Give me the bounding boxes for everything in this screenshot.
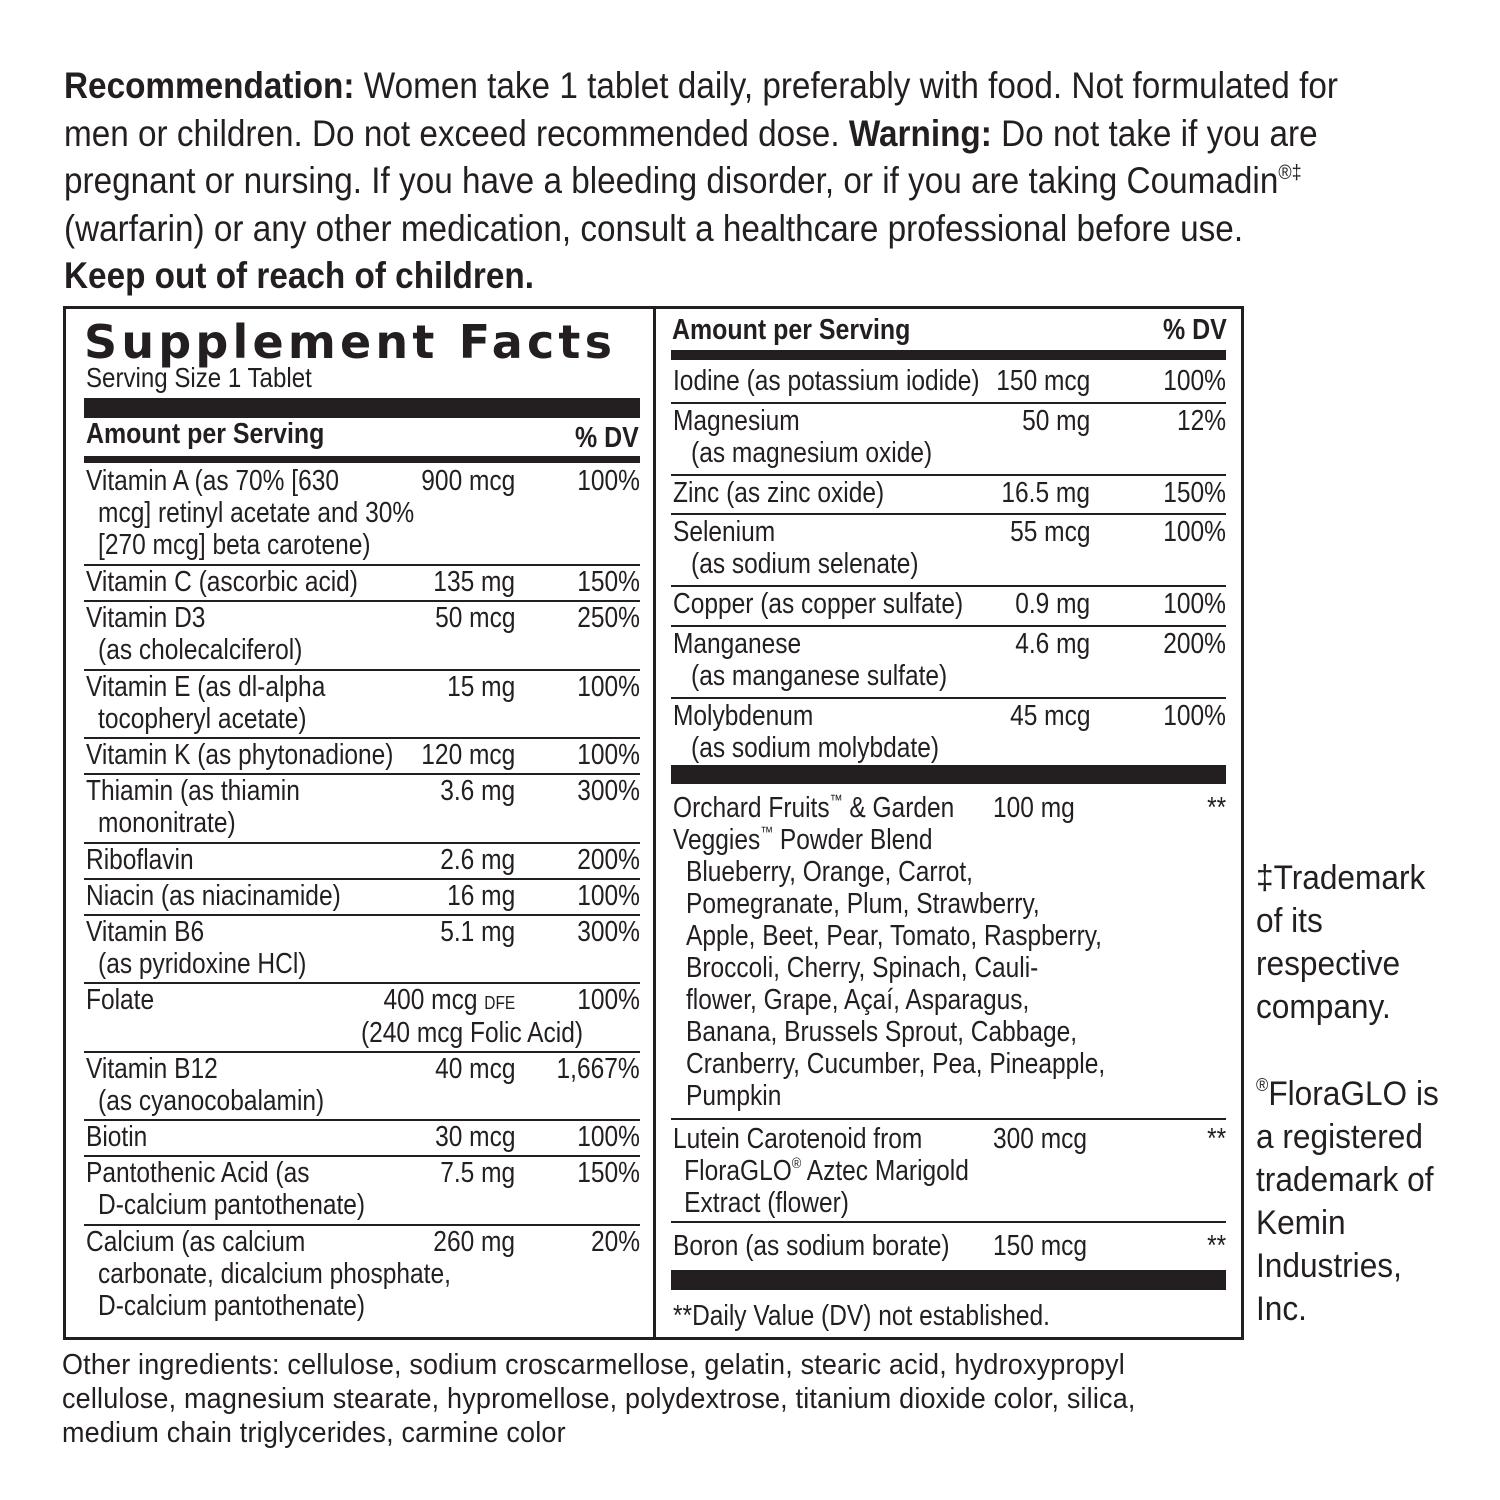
registered-mark: ® [1256,1075,1269,1095]
nutrient-name-line: Iodine (as potassium iodide) [673,365,980,397]
nutrient-amount-value: 4.6 mg [1015,627,1090,660]
nutrient-name [86,465,414,561]
nutrient-row [84,983,640,1052]
lutein-name-a: Lutein Carotenoid from [673,1123,923,1155]
serving-size: Serving Size 1 Tablet [86,362,312,393]
column-divider [653,309,656,1337]
nutrient-row [84,843,640,879]
amount-header-left: Amount per Serving [86,418,325,450]
trademark-note-line: ‡Trademark [1256,859,1426,897]
nutrient-amount [421,465,515,497]
nutrient-amount-value: 45 mcg [1009,699,1090,732]
nutrient-row [671,586,1226,626]
nutrient-dv: 100% [1163,516,1226,548]
nutrient-row [84,1052,640,1121]
nutrient-amount [433,1226,515,1258]
nutrient-row [671,475,1226,515]
thick-rule-right [671,765,1226,784]
nutrient-name-line: (as cyanocobalamin) [98,1084,325,1117]
nutrient-name [86,739,393,771]
nutrient-name-line: mononitrate) [98,807,236,839]
dv-footnote: **Daily Value (DV) not established. [673,1300,1050,1332]
floraglo-note-line: ®FloraGLO is [1256,1075,1439,1113]
trademark-mark: ™ [760,824,774,841]
nutrient-name [86,1121,147,1153]
boron-name: Boron (as sodium borate) [673,1230,950,1262]
nutrient-name [673,477,884,509]
trademark-note [1256,857,1453,1029]
nutrient-name [673,516,919,580]
trademark-note-line: respective [1256,945,1401,983]
nutrient-amount [1010,700,1090,732]
nutrient-row [84,1225,640,1326]
nutrient-amount-value: 2.6 mg [440,843,515,876]
nutrient-name-line: D-calcium pantothenate) [98,1189,366,1221]
nutrient-dv: 150% [577,1157,640,1189]
floraglo-note [1256,1073,1453,1331]
nutrient-name-line: Vitamin D3 [86,602,206,634]
nutrient-amount [440,916,515,948]
trademark-mark: ™ [829,792,843,809]
nutrient-dv: 100% [577,1121,640,1153]
nutrient-name-line: (as manganese sulfate) [691,659,948,692]
nutrient-name-line: Niacin (as niacinamide) [86,879,341,912]
nutrient-amount [440,844,515,876]
nutrient-amount-value: 7.5 mg [440,1157,515,1189]
dv-header-left: % DV [575,422,639,454]
warning-text-b: pregnant or nursing. If you have a bleeding disorder, or if you are taking Coumadin [64,160,1279,201]
thick-rule-bottom [671,1270,1226,1290]
blend-dv: ** [1206,792,1226,824]
nutrient-dv: 250% [577,602,640,634]
nutrient-name [86,1053,324,1117]
nutrient-row [84,879,640,915]
nutrient-amount-value: 0.9 mg [1015,588,1090,620]
trademark-note-line: of its [1256,902,1323,940]
nutrient-dv: 20% [590,1225,640,1258]
nutrient-row [84,601,640,670]
nutrient-name-line: Manganese [673,627,802,660]
dv-header-right: % DV [1163,314,1227,346]
other-ingredients-line: cellulose, magnesium stearate, hypromellose, polydextrose, titanium dioxide color, silica, [62,1383,1136,1415]
nutrient-name-line: Vitamin K (as phytonadione) [86,739,394,771]
floraglo-note-line: Kemin [1256,1204,1346,1242]
nutrient-amount [447,880,515,912]
nutrient-name [673,628,947,692]
blend-ingredient-line: Pumpkin [686,1080,782,1112]
nutrient-amount-value: 150 mcg [995,365,1090,397]
blend-ingredient-line: flower, Grape, Açaí, Asparagus, [686,984,1030,1016]
nutrient-row [84,565,640,601]
nutrient-name-line: (as pyridoxine HCl) [98,947,307,980]
amount-header-right: Amount per Serving [672,314,911,346]
nutrient-row [84,670,640,739]
nutrient-name-line: Pantothenic Acid (as [86,1157,310,1189]
nutrient-dv: 200% [1163,627,1226,660]
medium-rule-right [671,350,1226,360]
other-ingredients [62,1348,1262,1450]
nutrient-name-line: D-calcium pantothenate) [98,1289,366,1322]
nutrient-name-line: (as cholecalciferol) [98,634,303,666]
nutrient-name-line: Molybdenum [673,699,814,732]
nutrient-amount-value: 900 mcg [420,465,515,497]
nutrient-name-line: mcg] retinyl acetate and 30% [98,497,415,529]
nutrient-amount-value: 135 mg [433,566,515,598]
nutrient-amount-value: 400 mcg [383,984,478,1016]
trademark-mark: ®‡ [1278,162,1302,184]
recommendation-label: Recommendation: [64,65,355,106]
other-ingredients-line: medium chain triglycerides, carmine color [62,1417,566,1449]
recommendation-text: Women take 1 tablet daily, preferably with food. Not formulated for [354,65,1338,106]
nutrient-name [86,1157,365,1221]
nutrient-amount [440,775,515,807]
nutrient-name [673,588,963,620]
nutrient-name [673,405,932,469]
nutrient-name [86,602,302,666]
nutrient-amount [383,984,515,1019]
nutrient-row [84,1120,640,1156]
nutrient-name-line: Vitamin C (ascorbic acid) [86,566,358,598]
row-rule [671,1118,1226,1120]
nutrient-name [86,1226,451,1322]
blend-ingredient-line: Banana, Brussels Sprout, Cabbage, [686,1016,1078,1048]
nutrient-name-line: Riboflavin [86,843,194,876]
boron-amount: 150 mcg [993,1230,1088,1262]
nutrient-name-line: tocopheryl acetate) [98,702,307,735]
nutrient-dv: 200% [577,843,640,876]
lutein-name-d: Extract (flower) [684,1187,849,1219]
nutrient-name [673,365,980,397]
blend-name-c: Veggies [673,824,761,856]
nutrient-row [671,626,1226,698]
lutein-amount: 300 mcg [993,1123,1088,1155]
warning-label: Warning: [848,112,992,154]
blend-name-d: Powder Blend [773,824,933,856]
nutrient-dv: 100% [1163,365,1226,397]
nutrient-amount-note: (240 mcg Folic Acid) [361,1016,584,1049]
medium-rule [84,456,640,463]
trademark-notes [1256,857,1453,1331]
nutrient-dv: 100% [577,879,640,912]
thick-rule [84,398,640,418]
floraglo-note-line: Industries, [1256,1247,1402,1285]
nutrient-dv: 300% [577,915,640,948]
nutrient-dv: 100% [1163,699,1226,732]
keep-out-text: Keep out of reach of children. [64,255,534,296]
nutrient-dv: 300% [577,775,640,807]
facts-title: Supplement Facts [84,315,617,369]
nutrient-amount-value: 15 mg [446,670,515,703]
nutrient-amount-value: 30 mcg [434,1121,515,1153]
nutrient-amount [435,1121,515,1153]
nutrient-amount [440,1157,515,1189]
nutrient-name-line: Vitamin B6 [86,915,205,948]
nutrient-amount [1015,628,1090,660]
lutein-name-c: Aztec Marigold [801,1155,969,1187]
nutrient-amount-value: 5.1 mg [440,915,515,948]
nutrient-name-line: Copper (as copper sulfate) [673,588,964,620]
blend-name-b: & Garden [842,792,955,824]
nutrient-name [86,775,300,839]
nutrient-name-line: (as sodium selenate) [691,548,919,580]
nutrient-name-line: Vitamin B12 [86,1052,218,1085]
nutrient-name-line: Vitamin A (as 70% [630 [86,465,339,497]
nutrient-dv: 1,667% [556,1052,640,1085]
nutrient-amount-unit: DFE [484,993,515,1013]
nutrient-row [84,738,640,774]
nutrient-row [84,915,640,984]
nutrient-name-line: Folate [86,984,155,1016]
nutrient-name [86,880,341,912]
nutrient-row [671,403,1226,475]
nutrient-amount-value: 120 mcg [420,739,515,771]
nutrient-row [671,514,1226,586]
nutrient-name-line: Zinc (as zinc oxide) [673,476,885,509]
nutrient-row [84,1156,640,1225]
registered-mark: ® [791,1155,802,1172]
nutrient-name-line: carbonate, dicalcium phosphate, [98,1257,451,1290]
blend-amount: 100 mg [993,792,1075,824]
nutrient-name [86,566,358,598]
nutrient-name [673,700,939,764]
nutrient-name-line: Calcium (as calcium [86,1225,306,1258]
nutrient-name [86,984,154,1016]
nutrient-amount-value: 3.6 mg [440,775,515,807]
nutrient-name [86,916,306,980]
blend-ingredient-line: Broccoli, Cherry, Spinach, Cauli- [686,952,1039,984]
blend-ingredient-line: Pomegranate, Plum, Strawberry, [686,888,1040,920]
floraglo-note-line: Inc. [1256,1290,1307,1328]
blend-name-a: Orchard Fruits [673,792,830,824]
boron-dv: ** [1206,1230,1226,1262]
nutrient-amount [435,1053,515,1085]
nutrient-amount [1010,516,1090,548]
nutrient-name-line: Selenium [673,516,776,548]
warning-text-c: (warfarin) or any other medication, consult a healthcare professional before use. [64,207,1244,249]
nutrient-name-line: [270 mcg] beta carotene) [98,529,371,561]
nutrient-name-line: Biotin [86,1121,148,1153]
nutrient-amount [996,365,1090,397]
nutrient-dv: 100% [1163,588,1226,620]
blend-contents [686,856,1105,1112]
nutrient-name [86,671,325,735]
recommendation-text-2: men or children. Do not exceed recommended dose. [64,112,849,154]
nutrient-amount-value: 55 mcg [1009,516,1090,548]
nutrient-amount [447,671,515,703]
nutrient-dv: 100% [577,739,640,771]
nutrient-dv: 100% [577,465,640,497]
nutrient-amount-value: 50 mg [1021,404,1090,437]
nutrient-amount-value: 260 mg [433,1225,515,1258]
nutrient-row [84,464,640,565]
nutrient-amount-value: 40 mcg [434,1052,515,1085]
nutrient-amount-value: 16.5 mg [1001,476,1090,509]
lutein-name-b: FloraGLO [684,1155,792,1187]
blend-ingredient-line: Blueberry, Orange, Carrot, [686,856,973,888]
nutrient-dv: 150% [577,566,640,598]
blend-ingredient-line: Cranberry, Cucumber, Pea, Pineapple, [686,1048,1106,1080]
nutrient-amount-value: 16 mg [446,879,515,912]
warning-text [64,62,1434,300]
floraglo-note-line: trademark of [1256,1161,1434,1199]
nutrient-row [671,363,1226,403]
nutrient-dv: 12% [1176,404,1226,437]
nutrient-amount [435,602,515,634]
supplement-facts-panel [63,306,1244,1340]
floraglo-note-line: a registered [1256,1118,1423,1156]
nutrient-dv: 100% [577,670,640,703]
nutrient-name-line: (as sodium molybdate) [691,731,939,764]
nutrient-name-line: (as magnesium oxide) [691,436,933,469]
nutrient-row [84,774,640,843]
nutrient-amount [421,739,515,771]
nutrient-amount [433,566,515,598]
nutrient-name-line: Magnesium [673,404,800,437]
other-ingredients-line: Other ingredients: cellulose, sodium croscarmellose, gelatin, stearic acid, hydroxypropyl [62,1349,1125,1381]
nutrient-amount [1022,405,1090,437]
nutrient-amount-value: 50 mcg [434,602,515,634]
nutrient-name-line: Thiamin (as thiamin [86,775,300,807]
nutrient-dv: 150% [1163,476,1226,509]
nutrient-amount [1001,477,1090,509]
row-rule [671,1221,1226,1223]
nutrient-name [86,844,194,876]
nutrient-amount [1015,588,1090,620]
nutrient-dv: 100% [577,984,640,1016]
warning-text-a: Do not take if you are [991,112,1318,154]
trademark-note-line: company. [1256,988,1391,1026]
blend-ingredient-line: Apple, Beet, Pear, Tomato, Raspberry, [686,920,1102,952]
nutrient-row [671,698,1226,770]
lutein-dv: ** [1206,1123,1226,1155]
nutrient-name-line: Vitamin E (as dl-alpha [86,670,326,703]
